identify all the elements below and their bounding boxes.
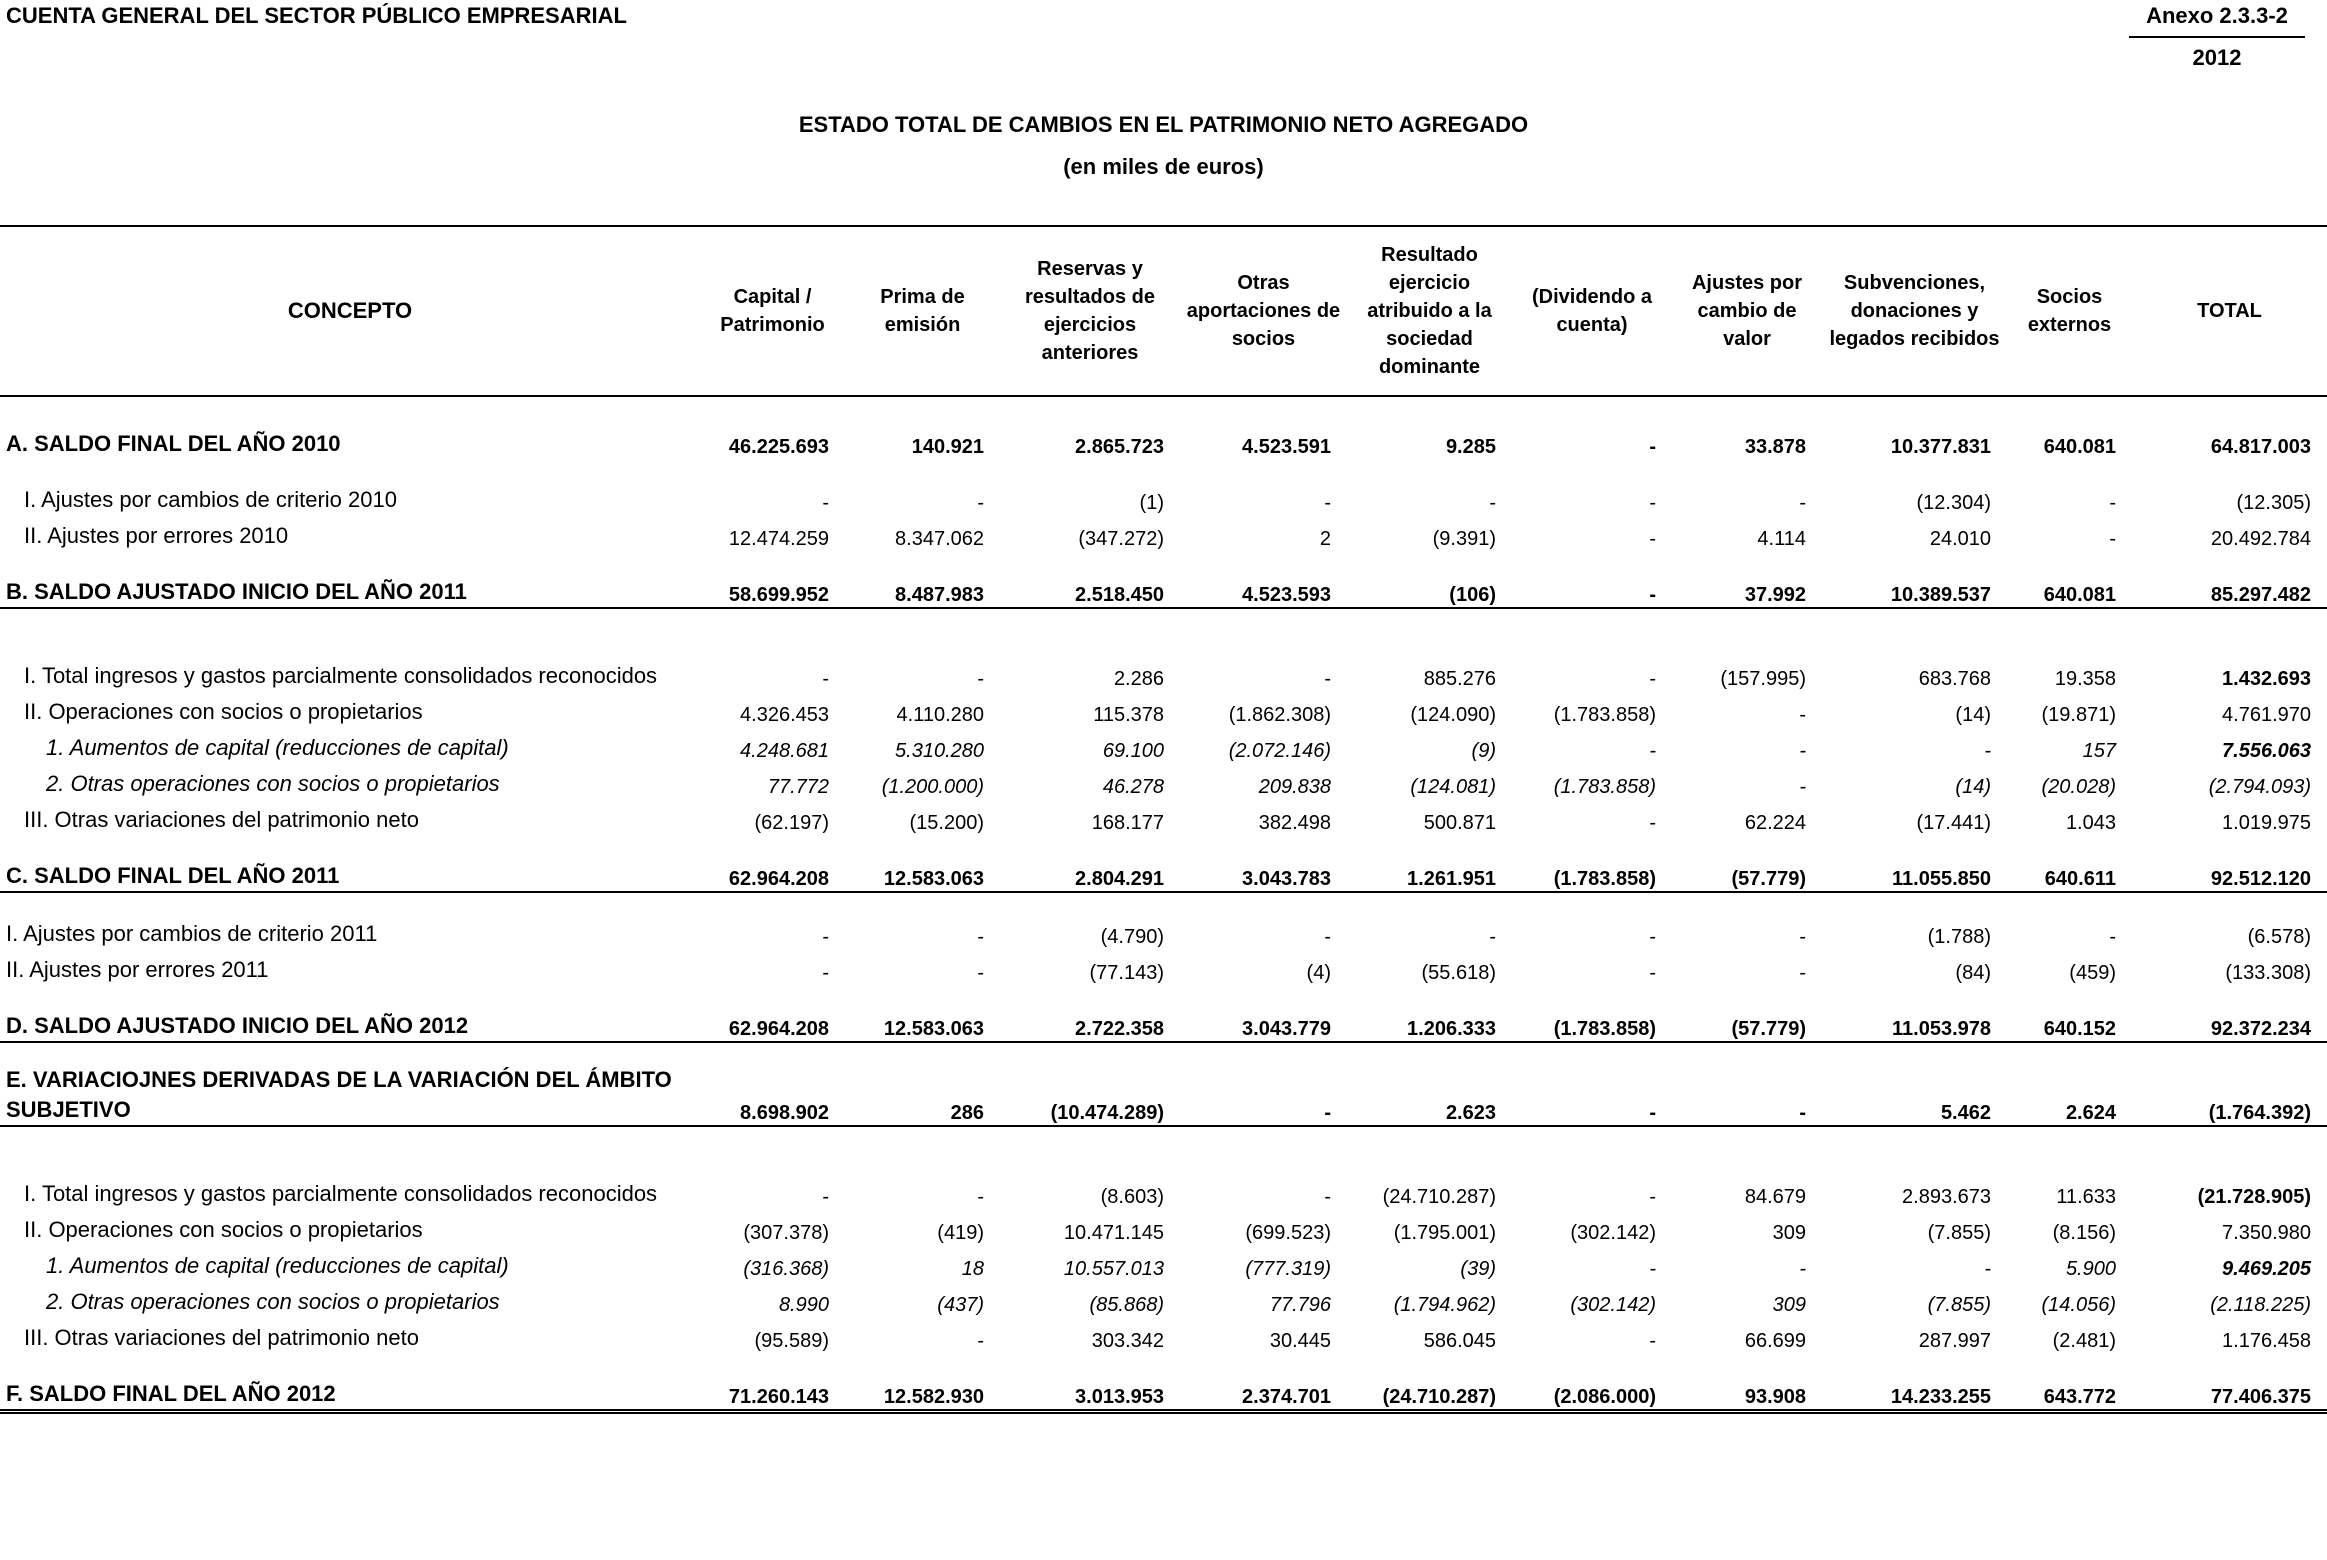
annex-box [2129,3,2305,71]
cell-ajustes-valor: - [1672,1063,1822,1126]
cell-otras-aportaciones: (4) [1306,962,1331,984]
spacer-cell [0,985,2327,1005]
column-header-ajustes-valor: Ajustes por cambio de valor [1672,226,1822,396]
cell-otras-aportaciones: 77.796 [1269,1294,1331,1316]
cell-subvenciones: - [1984,740,1991,762]
cell-reservas: 303.342 [1091,1330,1164,1352]
cell-ajustes-valor: - [1799,704,1806,726]
spacer-row [0,459,2327,479]
spacer-cell [0,892,2327,913]
cell-capital: 8.990 [778,1294,829,1316]
cell-ajustes-valor: 62.224 [1744,812,1806,834]
cell-subvenciones: 10.377.831 [1890,436,1991,458]
cell-capital: (307.378) [743,1222,829,1244]
cell-capital: (316.368) [743,1258,829,1280]
spacer-cell [0,396,2327,423]
cell-prima: 5.310.280 [895,740,984,762]
row-label: III. Otras variaciones del patrimonio neto [24,807,419,832]
table-row-b21 [0,727,2327,763]
cell-reservas: (1) [1139,492,1164,514]
cell-socios-externos: 640.081 [2007,571,2132,608]
cell-resultado: (24.710.287) [1382,1186,1496,1208]
cell-socios-externos: (14.056) [2041,1294,2116,1316]
cell-prima: (1.200.000) [881,776,984,798]
cell-total: 1.176.458 [2222,1330,2311,1352]
row-label: B. SALDO AJUSTADO INICIO DEL AÑO 2011 [0,571,700,608]
cell-prima: (437) [937,1294,984,1316]
cell-socios-externos: (20.028) [2041,776,2116,798]
table-row-e3 [0,1317,2327,1353]
cell-socios-externos: 5.900 [2065,1258,2116,1280]
cell-prima: 140.921 [911,436,984,458]
document-title: ESTADO TOTAL DE CAMBIOS EN EL PATRIMONIO NETO AGREGADO [798,112,1529,137]
cell-reservas: 2.286 [1113,668,1164,690]
cell-total: (1.764.392) [2132,1063,2327,1126]
cell-prima: 4.110.280 [896,704,984,726]
cell-reservas: 2.865.723 [1075,436,1164,458]
table-row-c [0,855,2327,892]
spacer-row [0,1353,2327,1373]
cell-socios-externos: 643.772 [2007,1373,2132,1412]
cell-otras-aportaciones: 3.043.779 [1180,1005,1347,1042]
cell-subvenciones: - [1984,1258,1991,1280]
cell-prima: 12.582.930 [845,1373,1000,1412]
spacer-cell [0,459,2327,479]
cell-otras-aportaciones: 2.374.701 [1180,1373,1347,1412]
row-label: I. Total ingresos y gastos parcialmente consolidados reconocidos [24,1181,658,1206]
cell-otras-aportaciones: 30.445 [1269,1330,1331,1352]
cell-total: 4.761.970 [2222,704,2311,726]
row-label: 1. Aumentos de capital (reducciones de capital) [46,1253,509,1278]
table-row-c1 [0,913,2327,949]
row-label: E. VARIACIOJNES DERIVADAS DE LA VARIACIÓN DEL ÁMBITO SUBJETIVO [0,1063,700,1126]
table-row-a1 [0,479,2327,515]
cell-capital: - [822,962,829,984]
table-row-b [0,571,2327,608]
cell-resultado: (39) [1460,1258,1496,1280]
row-label: I. Total ingresos y gastos parcialmente consolidados reconocidos [24,663,658,688]
cell-reservas: (10.474.289) [1000,1063,1180,1126]
cell-dividendo: (302.142) [1570,1222,1656,1244]
cell-capital: 71.260.143 [700,1373,845,1412]
table-row-d [0,1005,2327,1042]
row-label: II. Operaciones con socios o propietarios [24,699,423,724]
cell-prima: - [977,1330,984,1352]
table-header-row [0,226,2327,396]
row-label: 2. Otras operaciones con socios o propietarios [46,771,500,796]
table-row-f [0,1373,2327,1412]
cell-otras-aportaciones: - [1324,668,1331,690]
annex-year: 2012 [2192,45,2242,70]
cell-ajustes-valor: - [1799,926,1806,948]
column-header-concept: CONCEPTO [0,226,700,396]
cell-dividendo: (1.783.858) [1553,704,1656,726]
column-header-reservas: Reservas y resultados de ejercicios anteriores [1000,226,1180,396]
cell-reservas: (347.272) [1078,528,1164,550]
table-row-e2 [0,1209,2327,1245]
cell-otras-aportaciones: 3.043.783 [1180,855,1347,892]
cell-socios-externos: - [2109,926,2116,948]
spacer-row [0,608,2327,629]
column-header-total: TOTAL [2132,226,2327,396]
table-row-b1 [0,629,2327,691]
cell-subvenciones: 24.010 [1929,528,1991,550]
spacer-row [0,892,2327,913]
cell-resultado: - [1489,492,1496,514]
document-subtitle: (en miles de euros) [1063,154,1264,179]
cell-dividendo: (2.086.000) [1512,1373,1672,1412]
equity-changes-table [0,225,2327,1414]
cell-prima: 12.583.063 [845,855,1000,892]
cell-resultado: 2.623 [1347,1063,1512,1126]
cell-dividendo: - [1649,492,1656,514]
table-row-e21 [0,1245,2327,1281]
spacer-row [0,1042,2327,1063]
row-label: 1. Aumentos de capital (reducciones de capital) [46,735,509,760]
cell-subvenciones: 10.389.537 [1822,571,2007,608]
cell-subvenciones: 683.768 [1918,668,1991,690]
cell-resultado: (124.081) [1410,776,1496,798]
spacer-cell [0,1042,2327,1063]
cell-dividendo: - [1649,1258,1656,1280]
cell-prima: (15.200) [909,812,984,834]
cell-otras-aportaciones: 382.498 [1258,812,1331,834]
cell-dividendo: - [1649,926,1656,948]
cell-resultado: 9.285 [1445,436,1496,458]
table-row-e [0,1063,2327,1126]
table-row-a [0,423,2327,459]
cell-otras-aportaciones: 2 [1319,528,1331,550]
row-label: II. Ajustes por errores 2010 [24,523,289,548]
cell-otras-aportaciones: (699.523) [1245,1222,1331,1244]
organization-title: CUENTA GENERAL DEL SECTOR PÚBLICO EMPRESARIAL [6,3,627,28]
cell-dividendo: - [1512,1063,1672,1126]
cell-capital: 58.699.952 [700,571,845,608]
cell-dividendo: - [1649,740,1656,762]
cell-total: 64.817.003 [2210,436,2311,458]
cell-capital: 4.326.453 [740,704,829,726]
cell-resultado: 1.206.333 [1347,1005,1512,1042]
spacer-cell [0,1126,2327,1147]
cell-reservas: 2.518.450 [1000,571,1180,608]
cell-capital: 77.772 [767,776,829,798]
cell-socios-externos: 640.081 [2043,436,2116,458]
cell-prima: - [977,1186,984,1208]
cell-subvenciones: (17.441) [1916,812,1991,834]
cell-total: (21.728.905) [2197,1186,2311,1208]
cell-dividendo: - [1649,668,1656,690]
cell-capital: 62.964.208 [700,1005,845,1042]
cell-prima: - [977,492,984,514]
cell-total: (133.308) [2225,962,2311,984]
cell-reservas: 2.722.358 [1000,1005,1180,1042]
cell-resultado: (24.710.287) [1347,1373,1512,1412]
cell-resultado: 500.871 [1423,812,1496,834]
row-label: C. SALDO FINAL DEL AÑO 2011 [0,855,700,892]
cell-resultado: (1.795.001) [1393,1222,1496,1244]
cell-dividendo: - [1649,1186,1656,1208]
cell-prima: (419) [937,1222,984,1244]
cell-otras-aportaciones: - [1324,926,1331,948]
cell-resultado: (106) [1347,571,1512,608]
cell-reservas: (85.868) [1089,1294,1164,1316]
cell-otras-aportaciones: 4.523.593 [1180,571,1347,608]
cell-ajustes-valor: 309 [1772,1222,1806,1244]
cell-total: 1.019.975 [2222,812,2311,834]
cell-otras-aportaciones: - [1324,1186,1331,1208]
row-label: D. SALDO AJUSTADO INICIO DEL AÑO 2012 [0,1005,700,1042]
cell-prima: 18 [961,1258,984,1280]
cell-prima: 286 [845,1063,1000,1126]
cell-dividendo: - [1649,1330,1656,1352]
cell-otras-aportaciones: (777.319) [1245,1258,1331,1280]
cell-dividendo: (1.783.858) [1512,1005,1672,1042]
cell-reservas: 115.378 [1093,704,1164,726]
column-header-otras-aportaciones: Otras aportaciones de socios [1180,226,1347,396]
cell-prima: 8.487.983 [845,571,1000,608]
table-row-b2 [0,691,2327,727]
cell-otras-aportaciones: - [1180,1063,1347,1126]
cell-subvenciones: 11.053.978 [1822,1005,2007,1042]
cell-reservas: (8.603) [1100,1186,1164,1208]
cell-capital: 4.248.681 [740,740,829,762]
spacer-row [0,396,2327,423]
cell-ajustes-valor: 33.878 [1744,436,1806,458]
cell-subvenciones: 14.233.255 [1822,1373,2007,1412]
table-row-e22 [0,1281,2327,1317]
row-label: III. Otras variaciones del patrimonio neto [24,1325,419,1350]
cell-reservas: 10.557.013 [1063,1258,1164,1280]
cell-prima: 12.583.063 [845,1005,1000,1042]
cell-socios-externos: 2.624 [2007,1063,2132,1126]
cell-subvenciones: (7.855) [1927,1222,1991,1244]
cell-ajustes-valor: 4.114 [1757,528,1806,550]
cell-prima: - [977,926,984,948]
cell-reservas: 46.278 [1102,776,1164,798]
cell-socios-externos: 157 [2082,740,2116,762]
row-label: 2. Otras operaciones con socios o propietarios [46,1289,500,1314]
cell-total: 20.492.784 [2210,528,2311,550]
cell-total: (6.578) [2247,926,2311,948]
column-header-capital: Capital / Patrimonio [700,226,845,396]
cell-ajustes-valor: - [1799,1258,1806,1280]
cell-ajustes-valor: 93.908 [1672,1373,1822,1412]
row-label: A. SALDO FINAL DEL AÑO 2010 [6,431,341,456]
cell-otras-aportaciones: (1.862.308) [1228,704,1331,726]
cell-reservas: 2.804.291 [1000,855,1180,892]
cell-capital: (95.589) [754,1330,829,1352]
cell-capital: (62.197) [754,812,829,834]
cell-ajustes-valor: (57.779) [1672,1005,1822,1042]
cell-prima: 8.347.062 [895,528,984,550]
cell-total: (2.118.225) [2210,1294,2311,1316]
annex-number: Anexo 2.3.3-2 [2129,3,2305,38]
cell-capital: 12.474.259 [728,528,829,550]
cell-ajustes-valor: 66.699 [1744,1330,1806,1352]
cell-ajustes-valor: 84.679 [1744,1186,1806,1208]
cell-dividendo: - [1649,812,1656,834]
cell-reservas: 3.013.953 [1000,1373,1180,1412]
cell-total: 7.556.063 [2222,740,2311,762]
spacer-row [0,551,2327,571]
table-row-a2 [0,515,2327,551]
cell-ajustes-valor: (157.995) [1720,668,1806,690]
cell-reservas: (4.790) [1100,926,1164,948]
cell-capital: 62.964.208 [700,855,845,892]
column-header-subvenciones: Subvenciones, donaciones y legados recibidos [1822,226,2007,396]
cell-total: (2.794.093) [2208,776,2311,798]
spacer-cell [0,835,2327,855]
cell-total: 7.350.980 [2222,1222,2311,1244]
cell-dividendo: - [1649,436,1656,458]
cell-subvenciones: 11.055.850 [1822,855,2007,892]
cell-socios-externos: (19.871) [2041,704,2116,726]
cell-otras-aportaciones: (2.072.146) [1228,740,1331,762]
cell-socios-externos: (2.481) [2052,1330,2116,1352]
table-row-b22 [0,763,2327,799]
row-label: F. SALDO FINAL DEL AÑO 2012 [0,1373,700,1412]
cell-subvenciones: 5.462 [1822,1063,2007,1126]
table-row-e1 [0,1147,2327,1209]
cell-total: 92.512.120 [2132,855,2327,892]
cell-dividendo: - [1649,528,1656,550]
cell-socios-externos: 11.633 [2056,1186,2116,1208]
cell-subvenciones: (1.788) [1927,926,1991,948]
cell-ajustes-valor: 309 [1772,1294,1806,1316]
cell-subvenciones: 2.893.673 [1902,1186,1991,1208]
spacer-row [0,985,2327,1005]
cell-prima: - [977,962,984,984]
cell-capital: - [822,926,829,948]
cell-socios-externos: (459) [2069,962,2116,984]
cell-resultado: (1.794.962) [1393,1294,1496,1316]
cell-resultado: (55.618) [1421,962,1496,984]
cell-otras-aportaciones: 4.523.591 [1242,436,1331,458]
cell-subvenciones: (7.855) [1927,1294,1991,1316]
cell-capital: 46.225.693 [728,436,829,458]
cell-ajustes-valor: - [1799,962,1806,984]
cell-ajustes-valor: - [1799,740,1806,762]
spacer-cell [0,1353,2327,1373]
row-label: II. Ajustes por errores 2011 [6,957,269,982]
row-label: I. Ajustes por cambios de criterio 2010 [24,487,397,512]
cell-resultado: 1.261.951 [1347,855,1512,892]
cell-capital: - [822,668,829,690]
row-label: II. Operaciones con socios o propietarios [24,1217,423,1242]
cell-total: 85.297.482 [2132,571,2327,608]
cell-dividendo: - [1512,571,1672,608]
cell-total: 77.406.375 [2132,1373,2327,1412]
cell-socios-externos: 1.043 [2065,812,2116,834]
cell-capital: - [822,1186,829,1208]
cell-ajustes-valor: - [1799,492,1806,514]
cell-socios-externos: - [2109,528,2116,550]
column-header-dividendo: (Dividendo a cuenta) [1512,226,1672,396]
cell-reservas: (77.143) [1089,962,1164,984]
cell-socios-externos: 19.358 [2054,668,2116,690]
cell-otras-aportaciones: 209.838 [1258,776,1331,798]
column-header-socios-externos: Socios externos [2007,226,2132,396]
cell-resultado: 586.045 [1423,1330,1496,1352]
cell-resultado: (9.391) [1432,528,1496,550]
table-row-b3 [0,799,2327,835]
cell-socios-externos: - [2109,492,2116,514]
cell-prima: - [977,668,984,690]
cell-reservas: 168.177 [1091,812,1164,834]
cell-subvenciones: 287.997 [1918,1330,1991,1352]
cell-socios-externos: 640.152 [2007,1005,2132,1042]
cell-resultado: (124.090) [1410,704,1496,726]
table-body [0,396,2327,1412]
cell-subvenciones: (14) [1955,704,1991,726]
spacer-cell [0,608,2327,629]
cell-total: 92.372.234 [2132,1005,2327,1042]
cell-resultado: (9) [1471,740,1496,762]
cell-resultado: - [1489,926,1496,948]
spacer-row [0,835,2327,855]
cell-capital: - [822,492,829,514]
cell-capital: 8.698.902 [700,1063,845,1126]
cell-ajustes-valor: 37.992 [1672,571,1822,608]
cell-subvenciones: (12.304) [1916,492,1991,514]
cell-dividendo: (302.142) [1570,1294,1656,1316]
cell-total: 9.469.205 [2222,1258,2311,1280]
cell-dividendo: - [1649,962,1656,984]
cell-reservas: 10.471.145 [1063,1222,1164,1244]
cell-ajustes-valor: (57.779) [1672,855,1822,892]
cell-ajustes-valor: - [1799,776,1806,798]
cell-dividendo: (1.783.858) [1512,855,1672,892]
cell-total: 1.432.693 [2222,668,2311,690]
column-header-prima: Prima de emisión [845,226,1000,396]
cell-dividendo: (1.783.858) [1553,776,1656,798]
spacer-row [0,1126,2327,1147]
cell-subvenciones: (84) [1955,962,1991,984]
cell-total: (12.305) [2236,492,2311,514]
column-header-resultado: Resultado ejercicio atribuido a la sociedad dominante [1347,226,1512,396]
cell-socios-externos: 640.611 [2007,855,2132,892]
cell-reservas: 69.100 [1102,740,1164,762]
cell-socios-externos: (8.156) [2052,1222,2116,1244]
table-row-c2 [0,949,2327,985]
spacer-cell [0,551,2327,571]
cell-subvenciones: (14) [1955,776,1991,798]
cell-resultado: 885.276 [1423,668,1496,690]
row-label: I. Ajustes por cambios de criterio 2011 [6,921,378,946]
cell-otras-aportaciones: - [1324,492,1331,514]
